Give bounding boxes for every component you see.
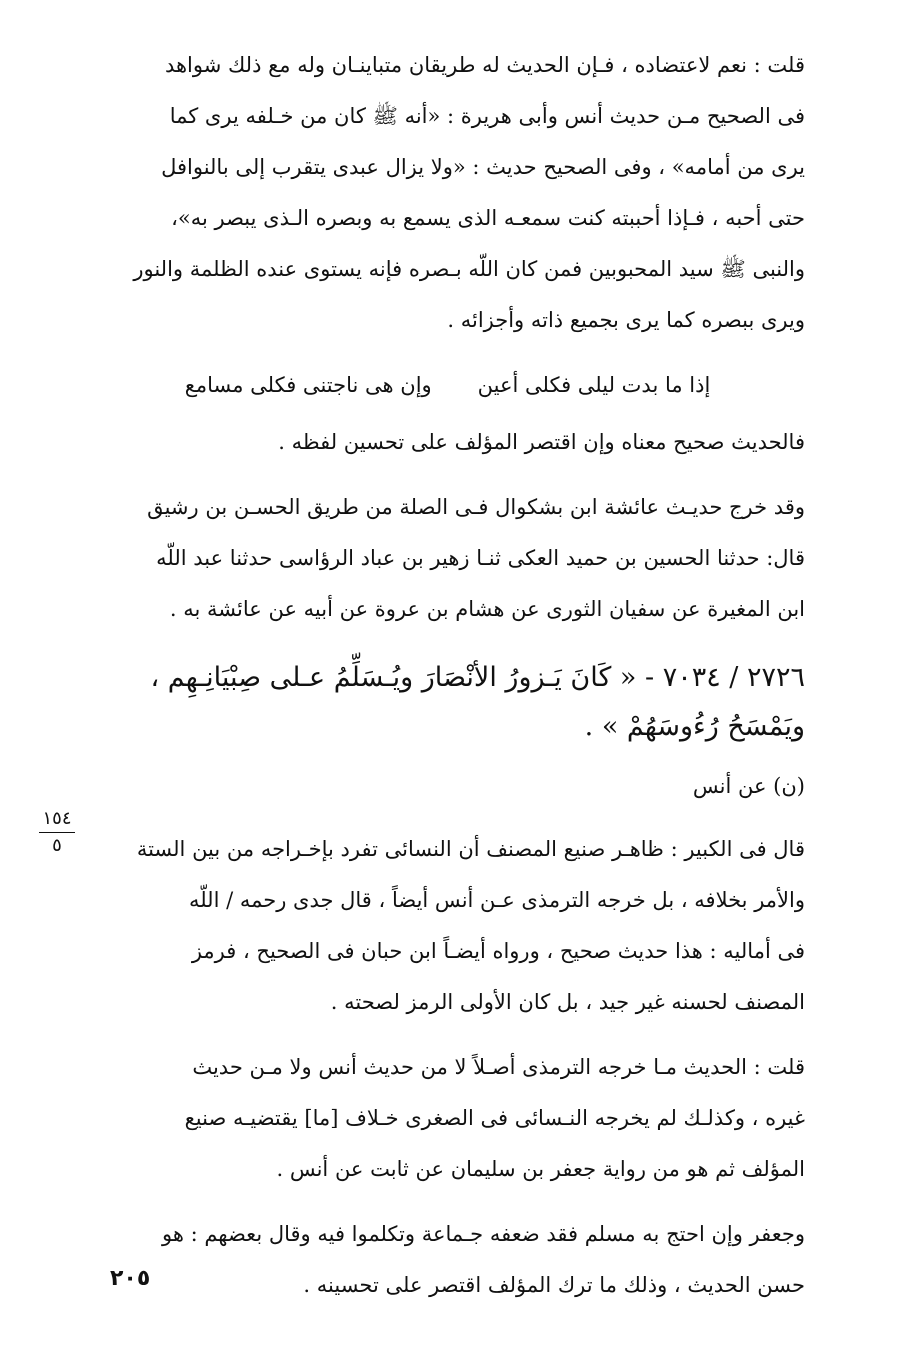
verse-second-hemistich: وإن هى ناجتنى فكلى مسامع bbox=[184, 373, 432, 397]
commentary-paragraph bbox=[90, 1042, 805, 1195]
text-line: المؤلف ثم هو من رواية جعفر بن سليمان عن ثابت عن أنس . bbox=[276, 1157, 805, 1181]
page-body bbox=[90, 40, 805, 1325]
text-line: المصنف لحسنه غير جيد ، بل كان الأولى الرمز لصحته . bbox=[330, 990, 805, 1014]
text-line: فالحديث صحيح معناه وإن اقتصر المؤلف على تحسين لفظه . bbox=[278, 430, 805, 454]
text-line: حسن الحديث ، وذلك ما ترك المؤلف اقتصر على تحسينه . bbox=[303, 1273, 805, 1297]
text-line: قال فى الكبير : ظاهـر صنيع المصنف أن النسائى تفرد بإخـراجه من بين الستة bbox=[136, 837, 805, 861]
text-line: ويرى ببصره كما يرى بجميع ذاته وأجزائه . bbox=[447, 308, 805, 332]
hadith-text bbox=[90, 649, 805, 747]
text-line: وقد خرج حديـث عائشة ابن بشكوال فـى الصلة من طريق الحسـن بن رشيق bbox=[147, 495, 805, 519]
text-line: قال: حدثنا الحسين بن حميد العكى ثنـا زهير بن عباد الرؤاسى حدثنا عبد اللّه bbox=[156, 546, 805, 570]
text-line: حتى أحبه ، فـإذا أحببته كنت سمعـه الذى يسمع به وبصره الـذى يبصر به»، bbox=[171, 206, 805, 230]
text-line: يرى من أمامه» ، وفى الصحيح حديث : «ولا يزال عبدى يتقرب إلى بالنوافل bbox=[161, 155, 805, 179]
margin-divider bbox=[39, 832, 75, 833]
text-line: قلت : نعم لاعتضاده ، فـإن الحديث له طريقان متباينـان وله مع ذلك شواهد bbox=[164, 53, 805, 77]
verse-first-hemistich: إذا ما بدت ليلى فكلى أعين bbox=[477, 373, 711, 397]
sanad-paragraph bbox=[90, 482, 805, 635]
margin-reference bbox=[37, 808, 77, 857]
commentary-paragraph bbox=[90, 1209, 805, 1311]
text-line: قلت : الحديث مـا خرجه الترمذى أصـلاً لا من حديث أنس ولا مـن حديث bbox=[192, 1055, 805, 1079]
text-line: والأمر بخلافه ، بل خرجه الترمذى عـن أنس أيضاً ، قال جدى رحمه / اللّه bbox=[188, 888, 805, 912]
hadith-line: ٢٧٢٦ / ٧٠٣٤ - « كَانَ يَـزورُ الأنْصَارَ ويُـسَلِّمُ عـلى صِبْيَانِـهِم ، bbox=[150, 662, 805, 693]
text-line: غيره ، وكذلـك لم يخرجه النـسائى فى الصغرى خـلاف [ما] يقتضيـه صنيع bbox=[184, 1106, 805, 1130]
hadith-line: ويَمْسَحُ رُءُوسَهُمْ » . bbox=[584, 711, 805, 742]
opening-paragraph bbox=[90, 40, 805, 346]
text-line: (ن) عن أنس bbox=[692, 774, 805, 798]
source-heading bbox=[90, 761, 805, 812]
conclusion-paragraph bbox=[90, 417, 805, 468]
text-line: فى أماليه : هذا حديث صحيح ، ورواه أيضـاً ابن حبان فى الصحيح ، فرمز bbox=[191, 939, 805, 963]
text-line: والنبى ﷺ سيد المحبوبين فمن كان اللّه بـصره فإنه يستوى عنده الظلمة والنور bbox=[133, 257, 805, 281]
margin-sub-number: ٥ bbox=[52, 835, 62, 856]
text-line: ابن المغيرة عن سفيان الثورى عن هشام بن عروة عن أبيه عن عائشة به . bbox=[169, 597, 805, 621]
poetry-verse bbox=[90, 360, 805, 411]
page-number: ٢٠٥ bbox=[110, 1266, 151, 1291]
margin-volume-page: ١٥٤ bbox=[42, 808, 72, 829]
text-line: فى الصحيح مـن حديث أنس وأبى هريرة : «أنه ﷺ كان من خـلفه يرى كما bbox=[169, 104, 805, 128]
commentary-paragraph bbox=[90, 824, 805, 1028]
text-line: وجعفر وإن احتج به مسلم فقد ضعفه جـماعة وتكلموا فيه وقال بعضهم : هو bbox=[161, 1222, 805, 1246]
